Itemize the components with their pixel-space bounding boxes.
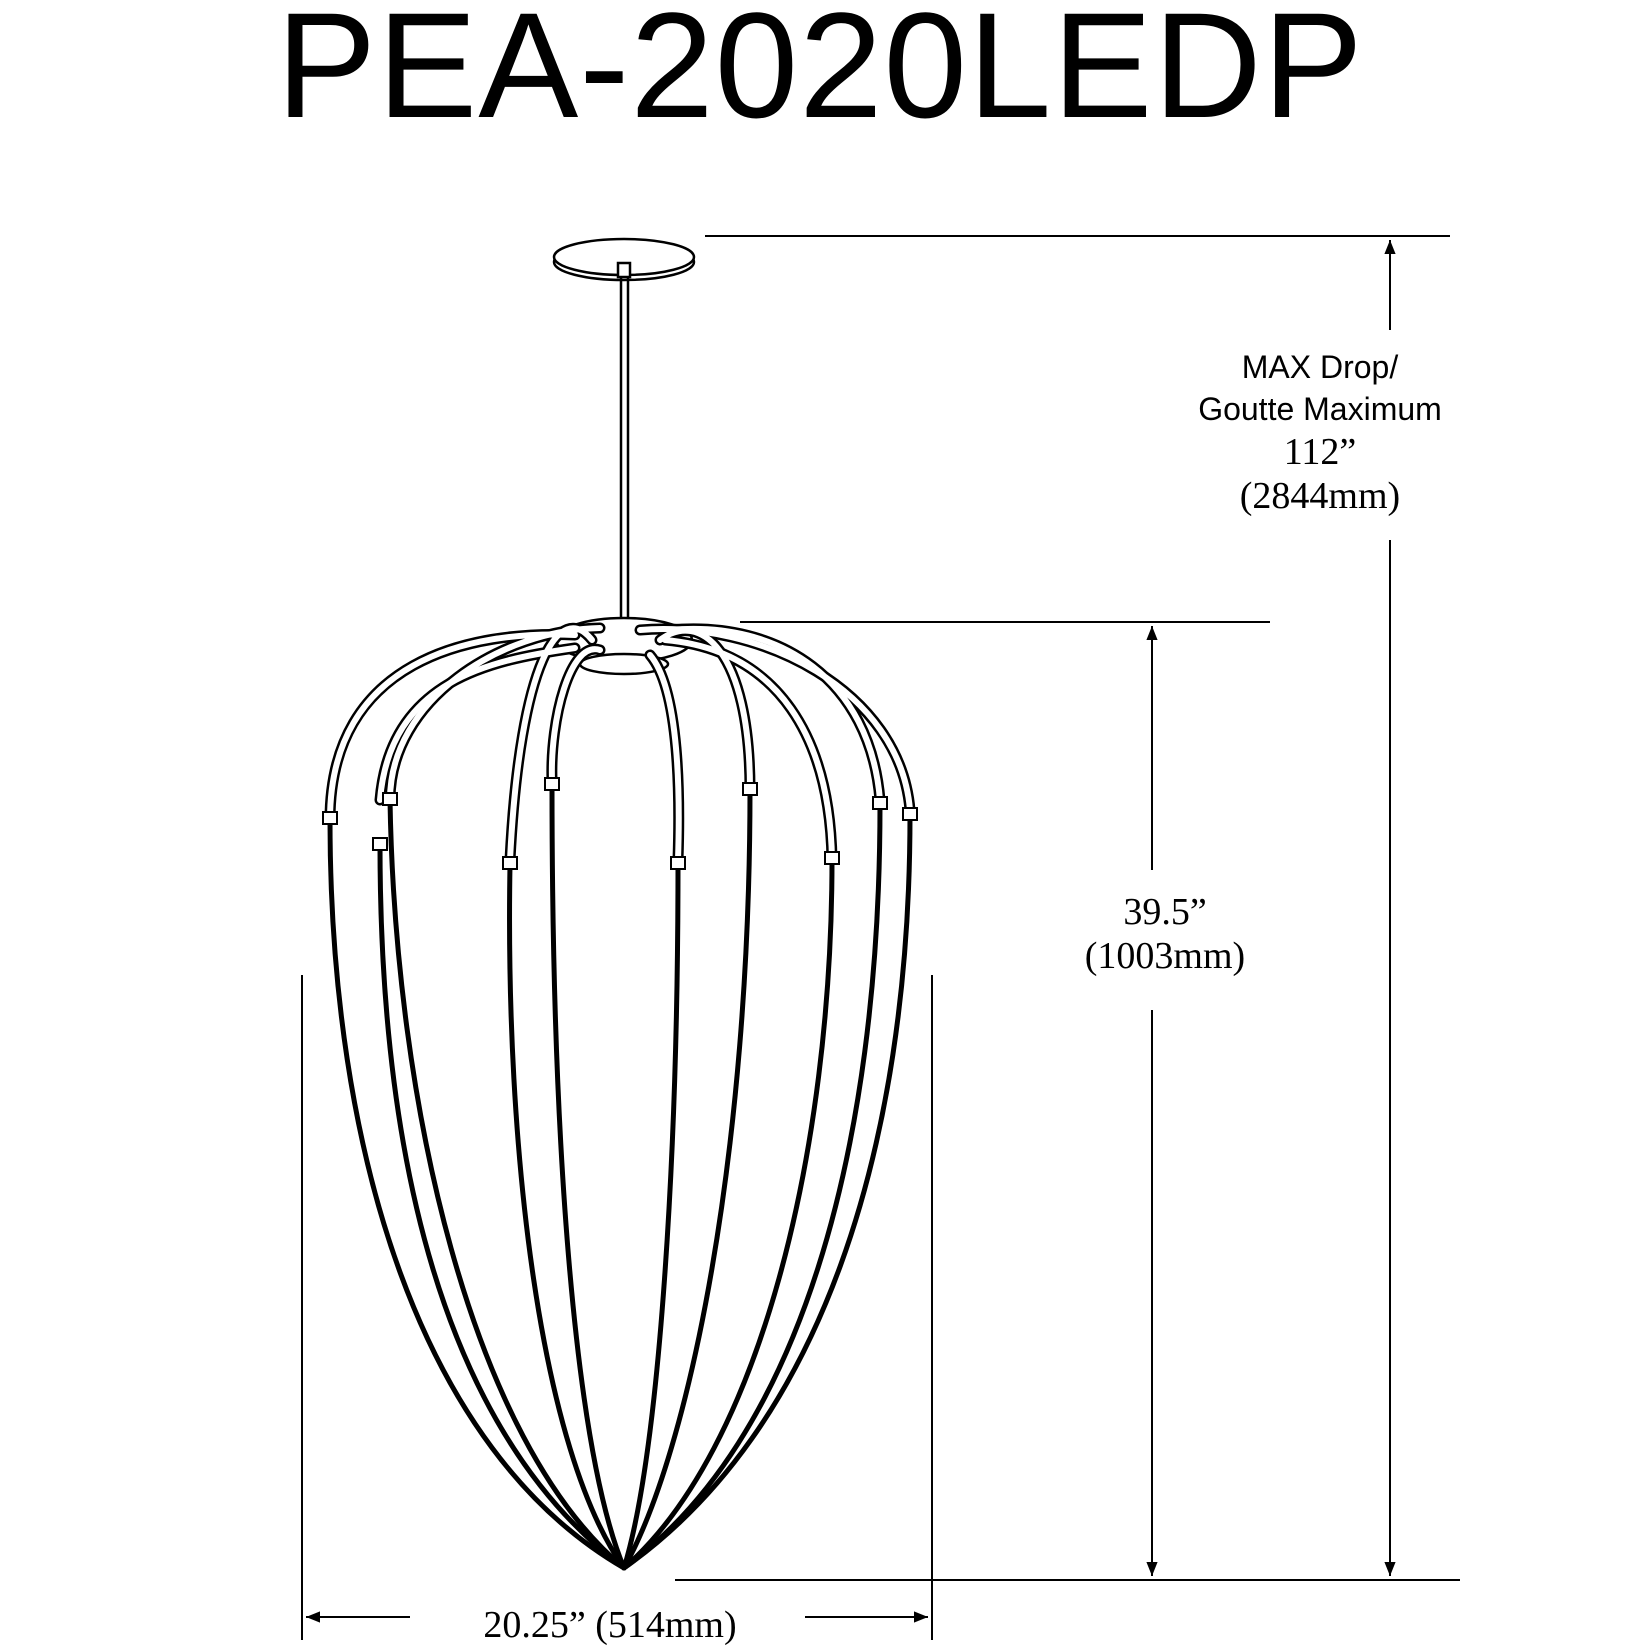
max-drop-metric: (2844mm) — [1239, 475, 1401, 517]
height-imperial: 39.5” — [1123, 891, 1207, 933]
height-annotation — [1035, 890, 1295, 978]
model-title: PEA-2020LEDP — [276, 0, 1364, 149]
max-drop-label-en: MAX Drop/ — [1241, 349, 1399, 385]
max-drop-imperial: 112” — [1283, 431, 1357, 473]
width-dimension-lines — [302, 975, 932, 1640]
width-annotation: 20.25” (514mm) — [483, 1604, 737, 1646]
height-metric: (1003mm) — [1084, 935, 1246, 977]
max-drop-label-fr: Goutte Maximum — [1198, 391, 1442, 427]
stem-rod — [621, 277, 628, 620]
max-drop-annotation — [1130, 346, 1510, 518]
hanging-strands — [330, 785, 910, 1568]
canopy — [554, 239, 694, 280]
